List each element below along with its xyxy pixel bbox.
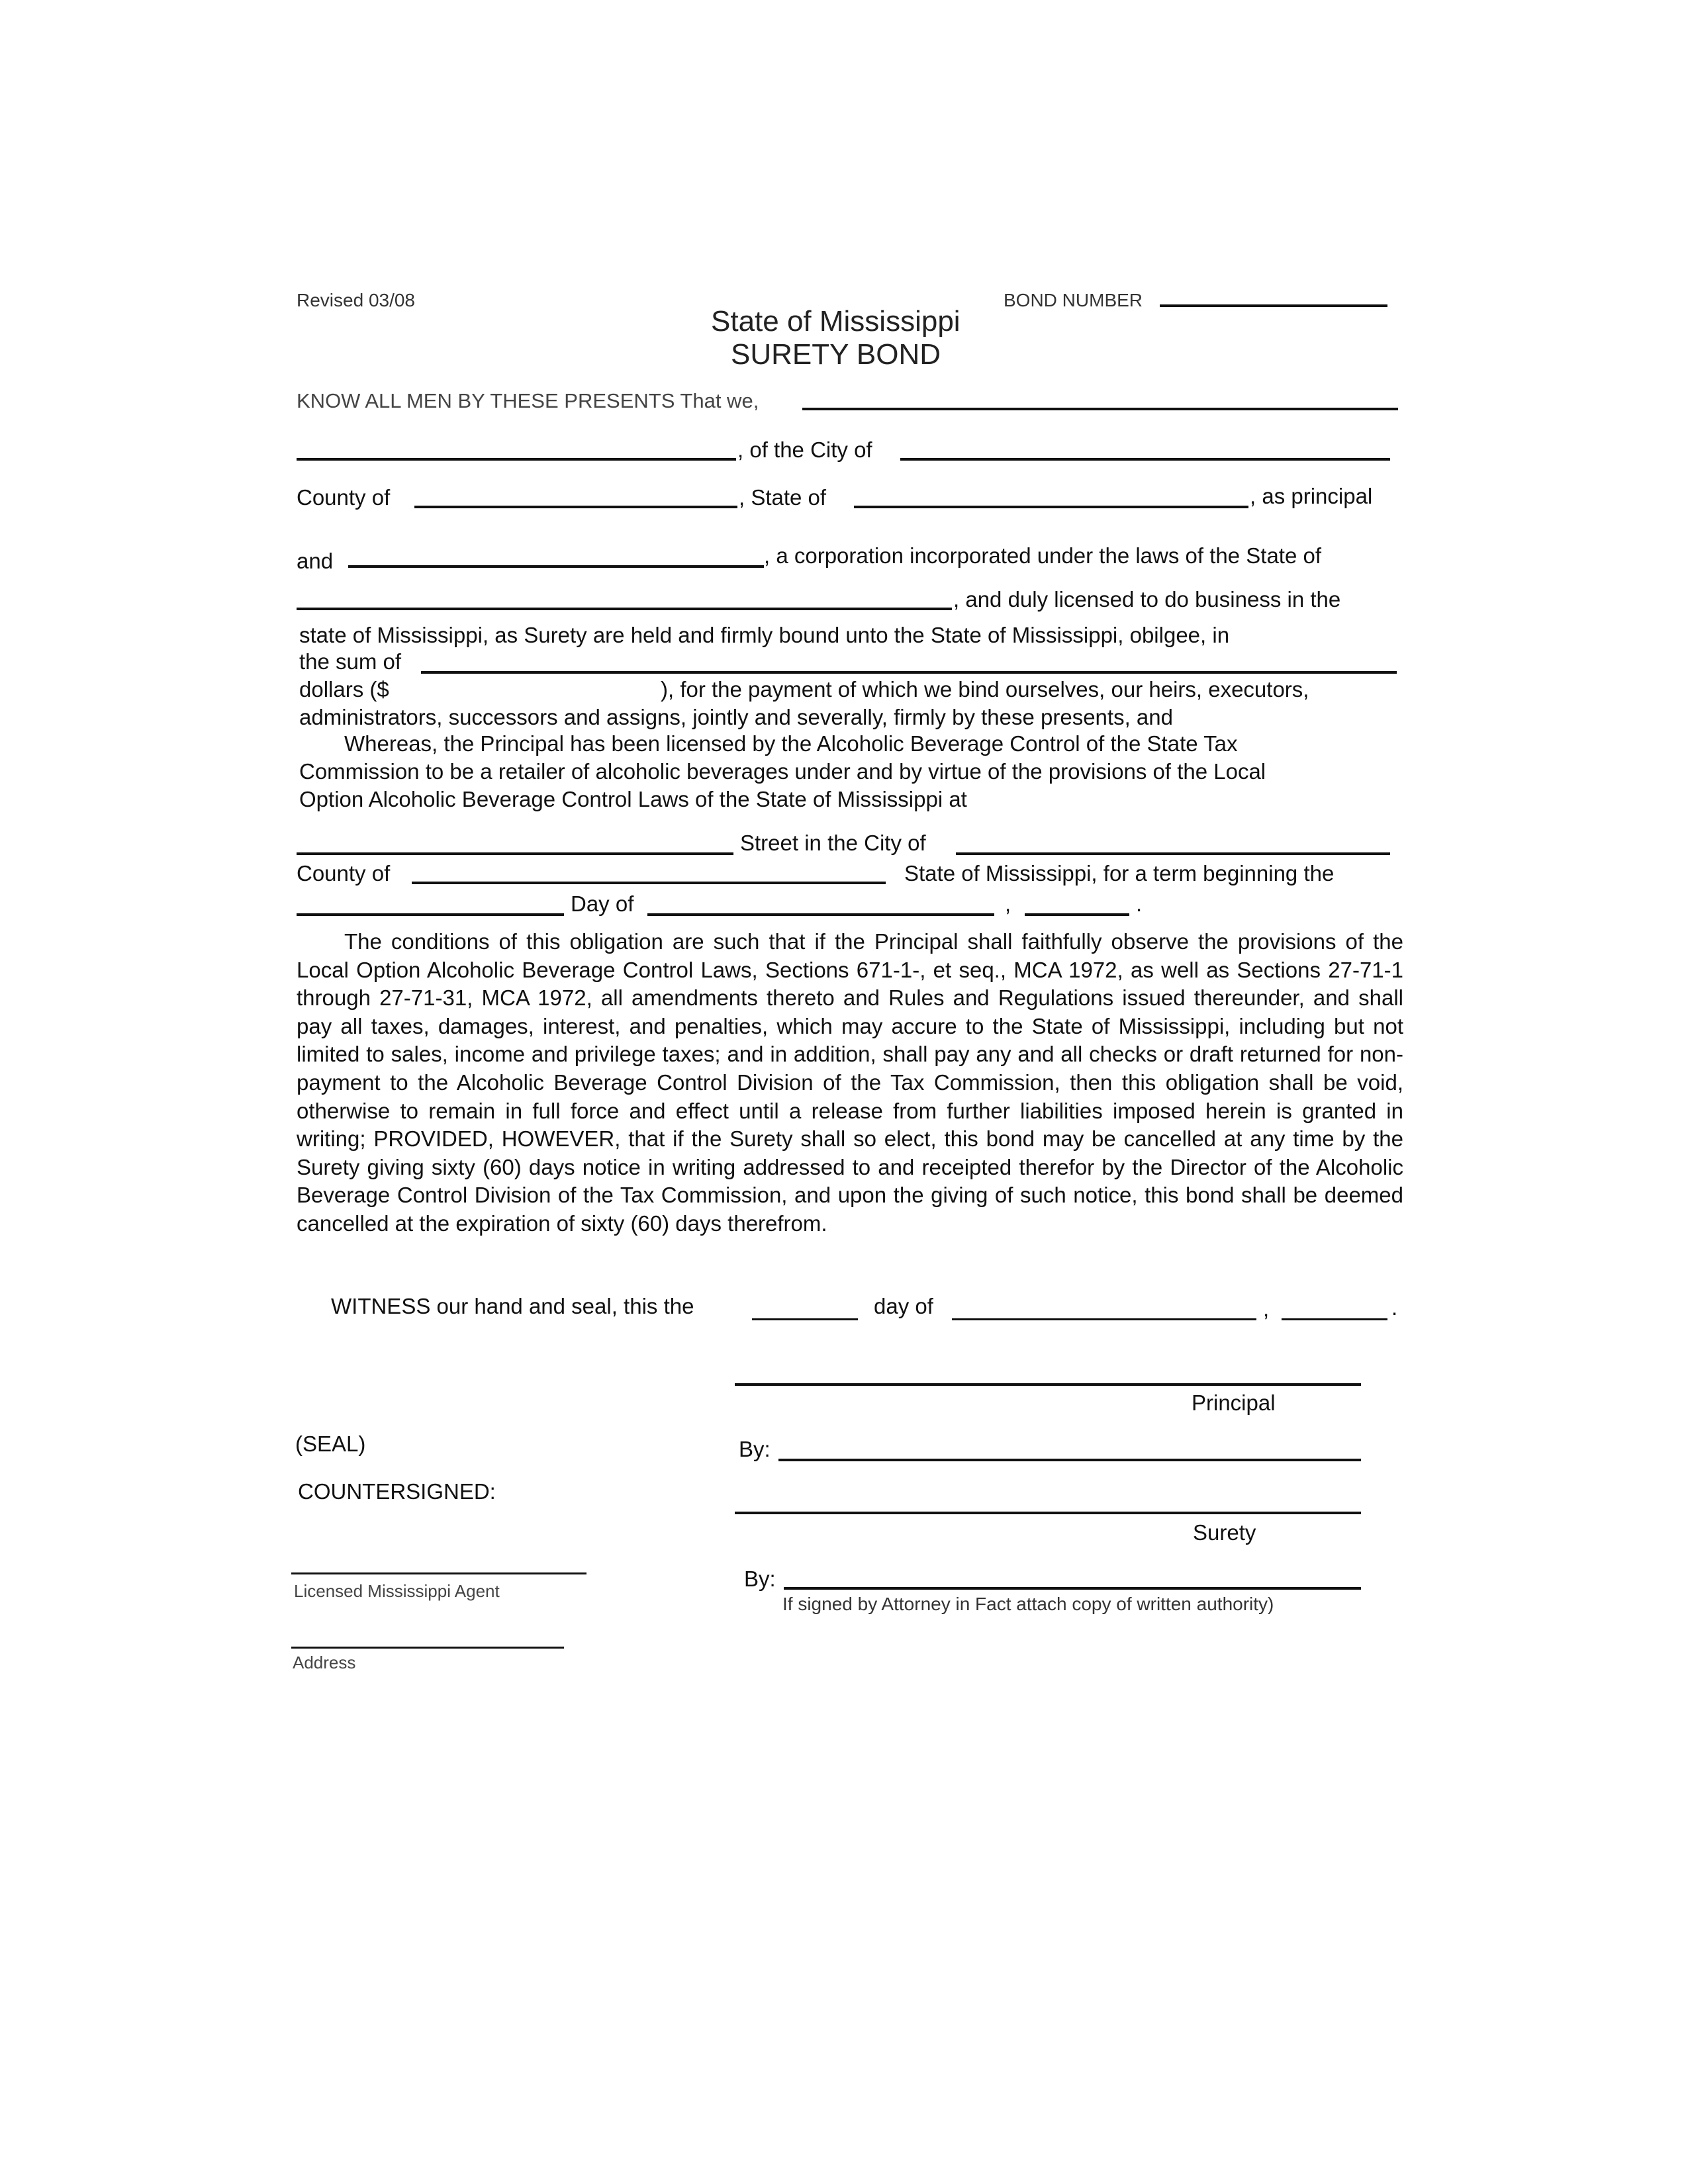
sum-words-field[interactable] xyxy=(421,671,1397,674)
surety-signature-line[interactable] xyxy=(735,1512,1361,1514)
retail-county-field[interactable] xyxy=(412,882,886,884)
principal-name-field-2[interactable] xyxy=(297,458,736,461)
principal-signature-line[interactable] xyxy=(735,1383,1361,1386)
surety-name-field[interactable] xyxy=(348,565,764,568)
principal-by-label: By: xyxy=(739,1437,771,1461)
term-beginning-text: State of Mississippi, for a term beginning the xyxy=(904,861,1335,886)
day-of-label: Day of xyxy=(571,891,634,916)
state-of-label: , State of xyxy=(739,485,827,510)
sum-amount-field[interactable] xyxy=(405,676,657,703)
term-day-field[interactable] xyxy=(297,913,564,916)
witness-period: . xyxy=(1391,1295,1398,1320)
witness-day-field[interactable] xyxy=(752,1318,858,1320)
principal-by-signature-line[interactable] xyxy=(778,1459,1361,1461)
principal-city-field[interactable] xyxy=(900,458,1390,461)
term-month-field[interactable] xyxy=(647,913,994,916)
street-field[interactable] xyxy=(297,852,733,855)
of-city-text: , of the City of xyxy=(737,437,872,462)
comma-separator: , xyxy=(1005,891,1011,916)
revised-date: Revised 03/08 xyxy=(297,290,416,310)
licensed-agent-label: Licensed Mississippi Agent xyxy=(294,1581,500,1601)
whereas-line-1: Whereas, the Principal has been licensed by the Alcoholic Beverage Control of the State Tax xyxy=(344,731,1238,756)
attorney-note: If signed by Attorney in Fact attach copy of written authority) xyxy=(782,1594,1274,1614)
duly-licensed-text: , and duly licensed to do business in the xyxy=(953,587,1341,612)
administrators-text: administrators, successors and assigns, jointly and severally, firmly by these presents, and xyxy=(299,705,1173,729)
payment-bind-text: ), for the payment of which we bind ourselves, our heirs, executors, xyxy=(661,677,1309,702)
surety-held-text: state of Mississippi, as Surety are held and firmly bound unto the State of Mississippi, obilgee, in xyxy=(299,623,1230,647)
principal-name-field[interactable] xyxy=(802,408,1398,410)
surety-label: Surety xyxy=(1193,1520,1256,1545)
document-title: SURETY BOND xyxy=(731,338,941,371)
bond-number-label: BOND NUMBER xyxy=(1004,290,1143,310)
witness-comma: , xyxy=(1263,1297,1270,1321)
incorporation-state-field[interactable] xyxy=(297,608,952,610)
sum-of-label: the sum of xyxy=(299,649,402,674)
witness-year-field[interactable] xyxy=(1282,1318,1387,1320)
term-year-field[interactable] xyxy=(1025,913,1129,916)
licensed-agent-signature-line[interactable] xyxy=(291,1572,586,1574)
principal-label: Principal xyxy=(1192,1390,1276,1415)
county-of-label-2: County of xyxy=(297,861,391,886)
period-separator: . xyxy=(1136,891,1143,916)
whereas-line-3: Option Alcoholic Beverage Control Laws of the State of Mississippi at xyxy=(299,787,967,811)
state-title: State of Mississippi xyxy=(711,305,961,338)
conditions-paragraph: The conditions of this obligation are such that if the Principal shall faithfully observe the provisions of the Local Option Alcoholic Beverage Control Laws, Sections 671-1-, et seq., MCA 1972, as well as Sections 27-71-1 through 27-71-31, MCA 1972, all amendments thereto and Rules and Regulations issued thereunder, and shall pay all taxes, damages, interest, and penalties, which may accure to the State of Mississippi, including but not limited to sales, income and privilege taxes; and in addition, shall pay any and all checks or draft returned for non-payment to the Alcoholic Beverage Control Division of the Tax Commission, then this obligation shall be void, otherwise to remain in full force and effect until a release from further liabilities imposed herein is granted in writing; PROVIDED, HOWEVER, that if the Surety shall so elect, this bond may be cancelled at any time by the Surety giving sixty (60) days notice in writing addressed to and receipted therefor by the Director of the Alcoholic Beverage Control Division of the Tax Commission, and upon the giving of such notice, this bond shall be deemed cancelled at the expiration of sixty (60) days therefrom. xyxy=(297,929,1403,1236)
street-city-text: Street in the City of xyxy=(740,831,926,855)
address-label: Address xyxy=(293,1653,356,1672)
day-of-text: day of xyxy=(874,1294,933,1318)
bond-number-field[interactable] xyxy=(1160,304,1387,307)
address-line[interactable] xyxy=(291,1647,564,1649)
principal-county-field[interactable] xyxy=(414,506,737,508)
as-principal-text: , as principal xyxy=(1250,484,1373,508)
witness-month-field[interactable] xyxy=(952,1318,1256,1320)
principal-state-field[interactable] xyxy=(854,506,1248,508)
whereas-line-2: Commission to be a retailer of alcoholic beverages under and by virtue of the provisions of the Local xyxy=(299,759,1266,784)
witness-text: WITNESS our hand and seal, this the xyxy=(331,1294,694,1318)
dollars-label: dollars ($ xyxy=(299,677,389,702)
county-of-label: County of xyxy=(297,485,391,510)
surety-by-signature-line[interactable] xyxy=(784,1587,1361,1590)
corporation-text: , a corporation incorporated under the laws of the State of xyxy=(764,543,1322,568)
seal-label: (SEAL) xyxy=(295,1432,366,1456)
know-all-men-text: KNOW ALL MEN BY THESE PRESENTS That we, xyxy=(297,389,759,412)
and-text: and xyxy=(297,549,334,573)
countersigned-label: COUNTERSIGNED: xyxy=(298,1479,496,1504)
surety-by-label: By: xyxy=(744,1567,776,1591)
retail-city-field[interactable] xyxy=(956,852,1390,855)
